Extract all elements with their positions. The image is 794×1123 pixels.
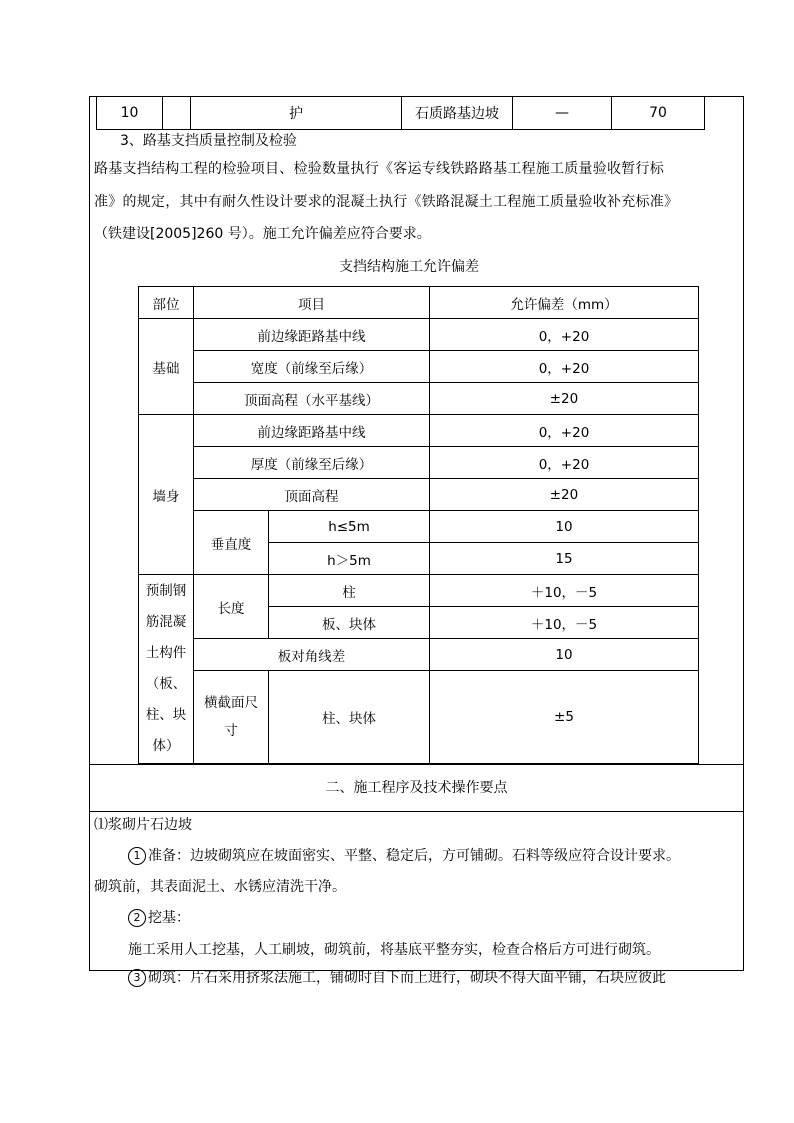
header-tolerance: 允许偏差（mm） [430,287,699,319]
length-value: ＋10，－5 [430,607,699,639]
table-row [139,447,699,479]
table-row [139,351,699,383]
header-part: 部位 [139,287,194,319]
vertical-label: 垂直度 [194,511,269,575]
precast-label-line: 筋混凝 [145,614,187,630]
section-label-line: 横截面尺 [204,695,258,711]
diag-value: 10 [430,639,699,671]
foundation-value: 0，+20 [430,319,699,351]
table-row [139,319,699,351]
wall-item: 顶面高程 [194,479,430,511]
table-header-row [139,287,699,319]
section-item: 柱、块体 [269,671,430,764]
table-row [139,383,699,415]
sub-heading: ⑴浆砌片石边坡 [94,817,192,833]
table-row [139,575,699,607]
section3-para-line2: 准》的规定，其中有耐久性设计要求的混凝土执行《铁路混凝土工程施工质量验收补充标准》 [94,194,679,210]
precast-label-line: 柱、块 [145,707,187,723]
vertical-value: 15 [430,543,699,575]
section-value: ±5 [430,671,699,764]
step2-title: 挖基： [148,910,190,926]
wall-item: 前边缘距路基中线 [194,415,430,447]
foundation-label: 基础 [139,319,194,415]
header-item: 项目 [194,287,430,319]
length-item: 板、块体 [269,607,430,639]
precast-label-line: （板、 [145,676,187,692]
length-item: 柱 [269,575,430,607]
foundation-item: 顶面高程（水平基线） [194,383,430,415]
step2-line1: 施工采用人工挖基，人工刷坡，砌筑前，将基底平整夯实，检查合格后方可进行砌筑。 [128,942,660,958]
section-label [194,671,269,764]
foundation-item: 宽度（前缘至后缘） [194,351,430,383]
table-row [139,511,699,543]
table-row [139,479,699,511]
step3-text: 砌筑：片石采用挤浆法施工，铺砌时自下而上进行，砌块不得大面平铺，石块应彼此 [148,970,666,986]
length-value: ＋10，－5 [430,575,699,607]
wall-value: ±20 [430,479,699,511]
step3-line1 [128,968,666,988]
circled-number-3: 3 [128,969,146,987]
section3-para-line1: 路基支挡结构工程的检验项目、检验数量执行《客运专线铁路路基工程施工质量验收暂行标 [94,161,664,177]
step1-line2: 砌筑前，其表面泥土、水锈应清洗干净。 [94,879,346,895]
section3-para-line3: （铁建设[2005]260 号）。施工允许偏差应符合要求。 [94,226,431,242]
step1-line1 [128,846,680,866]
wall-item: 厚度（前缘至后缘） [194,447,430,479]
vertical-value: 10 [430,511,699,543]
precast-label-line: 土构件 [145,645,187,661]
step1-text: 准备：边坡砌筑应在坡面密实、平整、稳定后，方可铺砌。石料等级应符合设计要求。 [148,848,680,864]
precast-label-line: 预制钢 [145,583,187,599]
section-label-line: 寸 [224,723,238,739]
table-row [139,671,699,764]
foundation-value: 0，+20 [430,351,699,383]
precast-label [139,575,194,764]
step2-title-line [128,908,190,928]
top-row-blank [162,96,191,130]
diag-item: 板对角线差 [194,639,430,671]
tolerance-table [138,286,699,764]
length-label: 长度 [194,575,269,639]
wall-label: 墙身 [139,415,194,575]
foundation-value: ±20 [430,383,699,415]
wall-value: 0，+20 [430,447,699,479]
foundation-item: 前边缘距路基中线 [194,319,430,351]
wall-value: 0，+20 [430,415,699,447]
part2-heading: 二、施工程序及技术操作要点 [325,780,508,796]
top-row-value: 70 [611,96,705,130]
table-row [139,639,699,671]
section3-heading: 3、路基支挡质量控制及检验 [120,133,297,149]
circled-number-2: 2 [128,909,146,927]
top-row-name: 石质路基边坡 [401,96,513,130]
top-row-item: 护 [190,96,402,130]
top-row-no: 10 [96,96,163,130]
vertical-cond: h≤5m [269,511,430,543]
vertical-cond: h＞5m [269,543,430,575]
precast-label-line: 体） [152,738,180,754]
circled-number-1: 1 [128,847,146,865]
top-row-dash: — [512,96,612,130]
table-row [139,415,699,447]
divider [89,764,744,765]
divider [89,811,744,812]
table-caption: 支挡结构施工允许偏差 [339,259,479,275]
